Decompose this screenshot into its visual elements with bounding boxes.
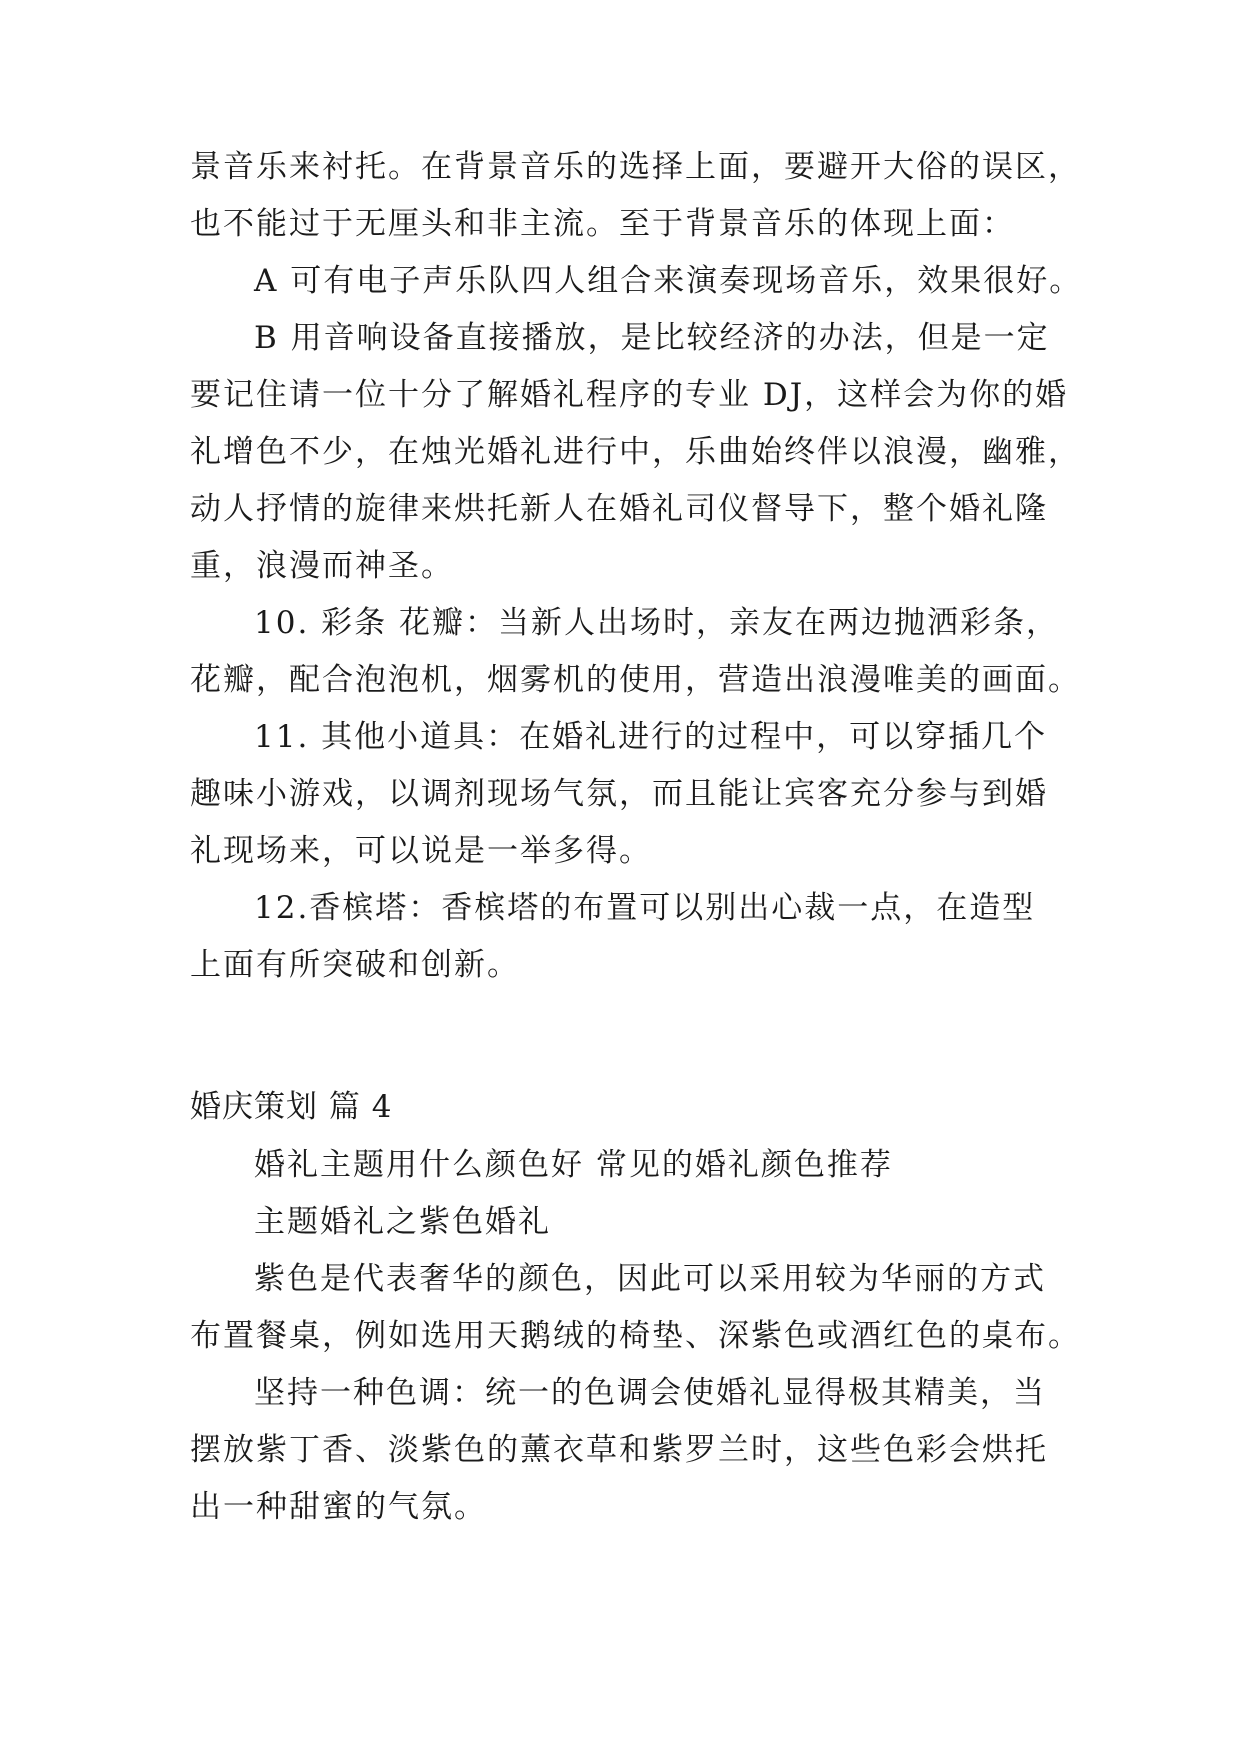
paragraph-line: 重，浪漫而神圣。 xyxy=(190,548,454,584)
subheading-line: 婚礼主题用什么颜色好 常见的婚礼颜色推荐 xyxy=(254,1147,893,1183)
paragraph-line: 动人抒情的旋律来烘托新人在婚礼司仪督导下，整个婚礼隆 xyxy=(190,491,1048,527)
paragraph-line: 10. 彩条 花瓣：当新人出场时，亲友在两边抛洒彩条， xyxy=(254,605,1060,641)
paragraph-line: 趣味小游戏，以调剂现场气氛，而且能让宾客充分参与到婚 xyxy=(190,776,1048,812)
paragraph-line: 礼现场来，可以说是一举多得。 xyxy=(190,833,652,869)
paragraph-line: 礼增色不少，在烛光婚礼进行中，乐曲始终伴以浪漫，幽雅， xyxy=(190,434,1081,470)
paragraph-line: 景音乐来衬托。在背景音乐的选择上面，要避开大俗的误区， xyxy=(190,149,1081,185)
paragraph-line: 出一种甜蜜的气氛。 xyxy=(190,1489,487,1525)
paragraph-line: 11. 其他小道具：在婚礼进行的过程中，可以穿插几个 xyxy=(254,719,1048,755)
paragraph-line: 要记住请一位十分了解婚礼程序的专业 DJ，这样会为你的婚 xyxy=(190,377,1069,413)
subheading-line: 主题婚礼之紫色婚礼 xyxy=(254,1204,551,1240)
paragraph-line: 12.香槟塔：香槟塔的布置可以别出心裁一点，在造型 xyxy=(254,890,1036,926)
paragraph-line: 上面有所突破和创新。 xyxy=(190,947,520,983)
paragraph-line: A 可有电子声乐队四人组合来演奏现场音乐，效果很好。 xyxy=(254,263,1083,299)
paragraph-line: 坚持一种色调：统一的色调会使婚礼显得极其精美，当 xyxy=(254,1375,1046,1411)
paragraph-line: B 用音响设备直接播放，是比较经济的办法，但是一定 xyxy=(254,320,1050,356)
paragraph-line: 紫色是代表奢华的颜色，因此可以采用较为华丽的方式 xyxy=(254,1261,1046,1297)
paragraph-line: 花瓣，配合泡泡机，烟雾机的使用，营造出浪漫唯美的画面。 xyxy=(190,662,1081,698)
paragraph-line: 摆放紫丁香、淡紫色的薰衣草和紫罗兰时，这些色彩会烘托 xyxy=(190,1432,1048,1468)
paragraph-line: 布置餐桌，例如选用天鹅绒的椅垫、深紫色或酒红色的桌布。 xyxy=(190,1318,1081,1354)
paragraph-line: 也不能过于无厘头和非主流。至于背景音乐的体现上面： xyxy=(190,206,1015,242)
section-heading: 婚庆策划 篇 4 xyxy=(190,1089,393,1125)
